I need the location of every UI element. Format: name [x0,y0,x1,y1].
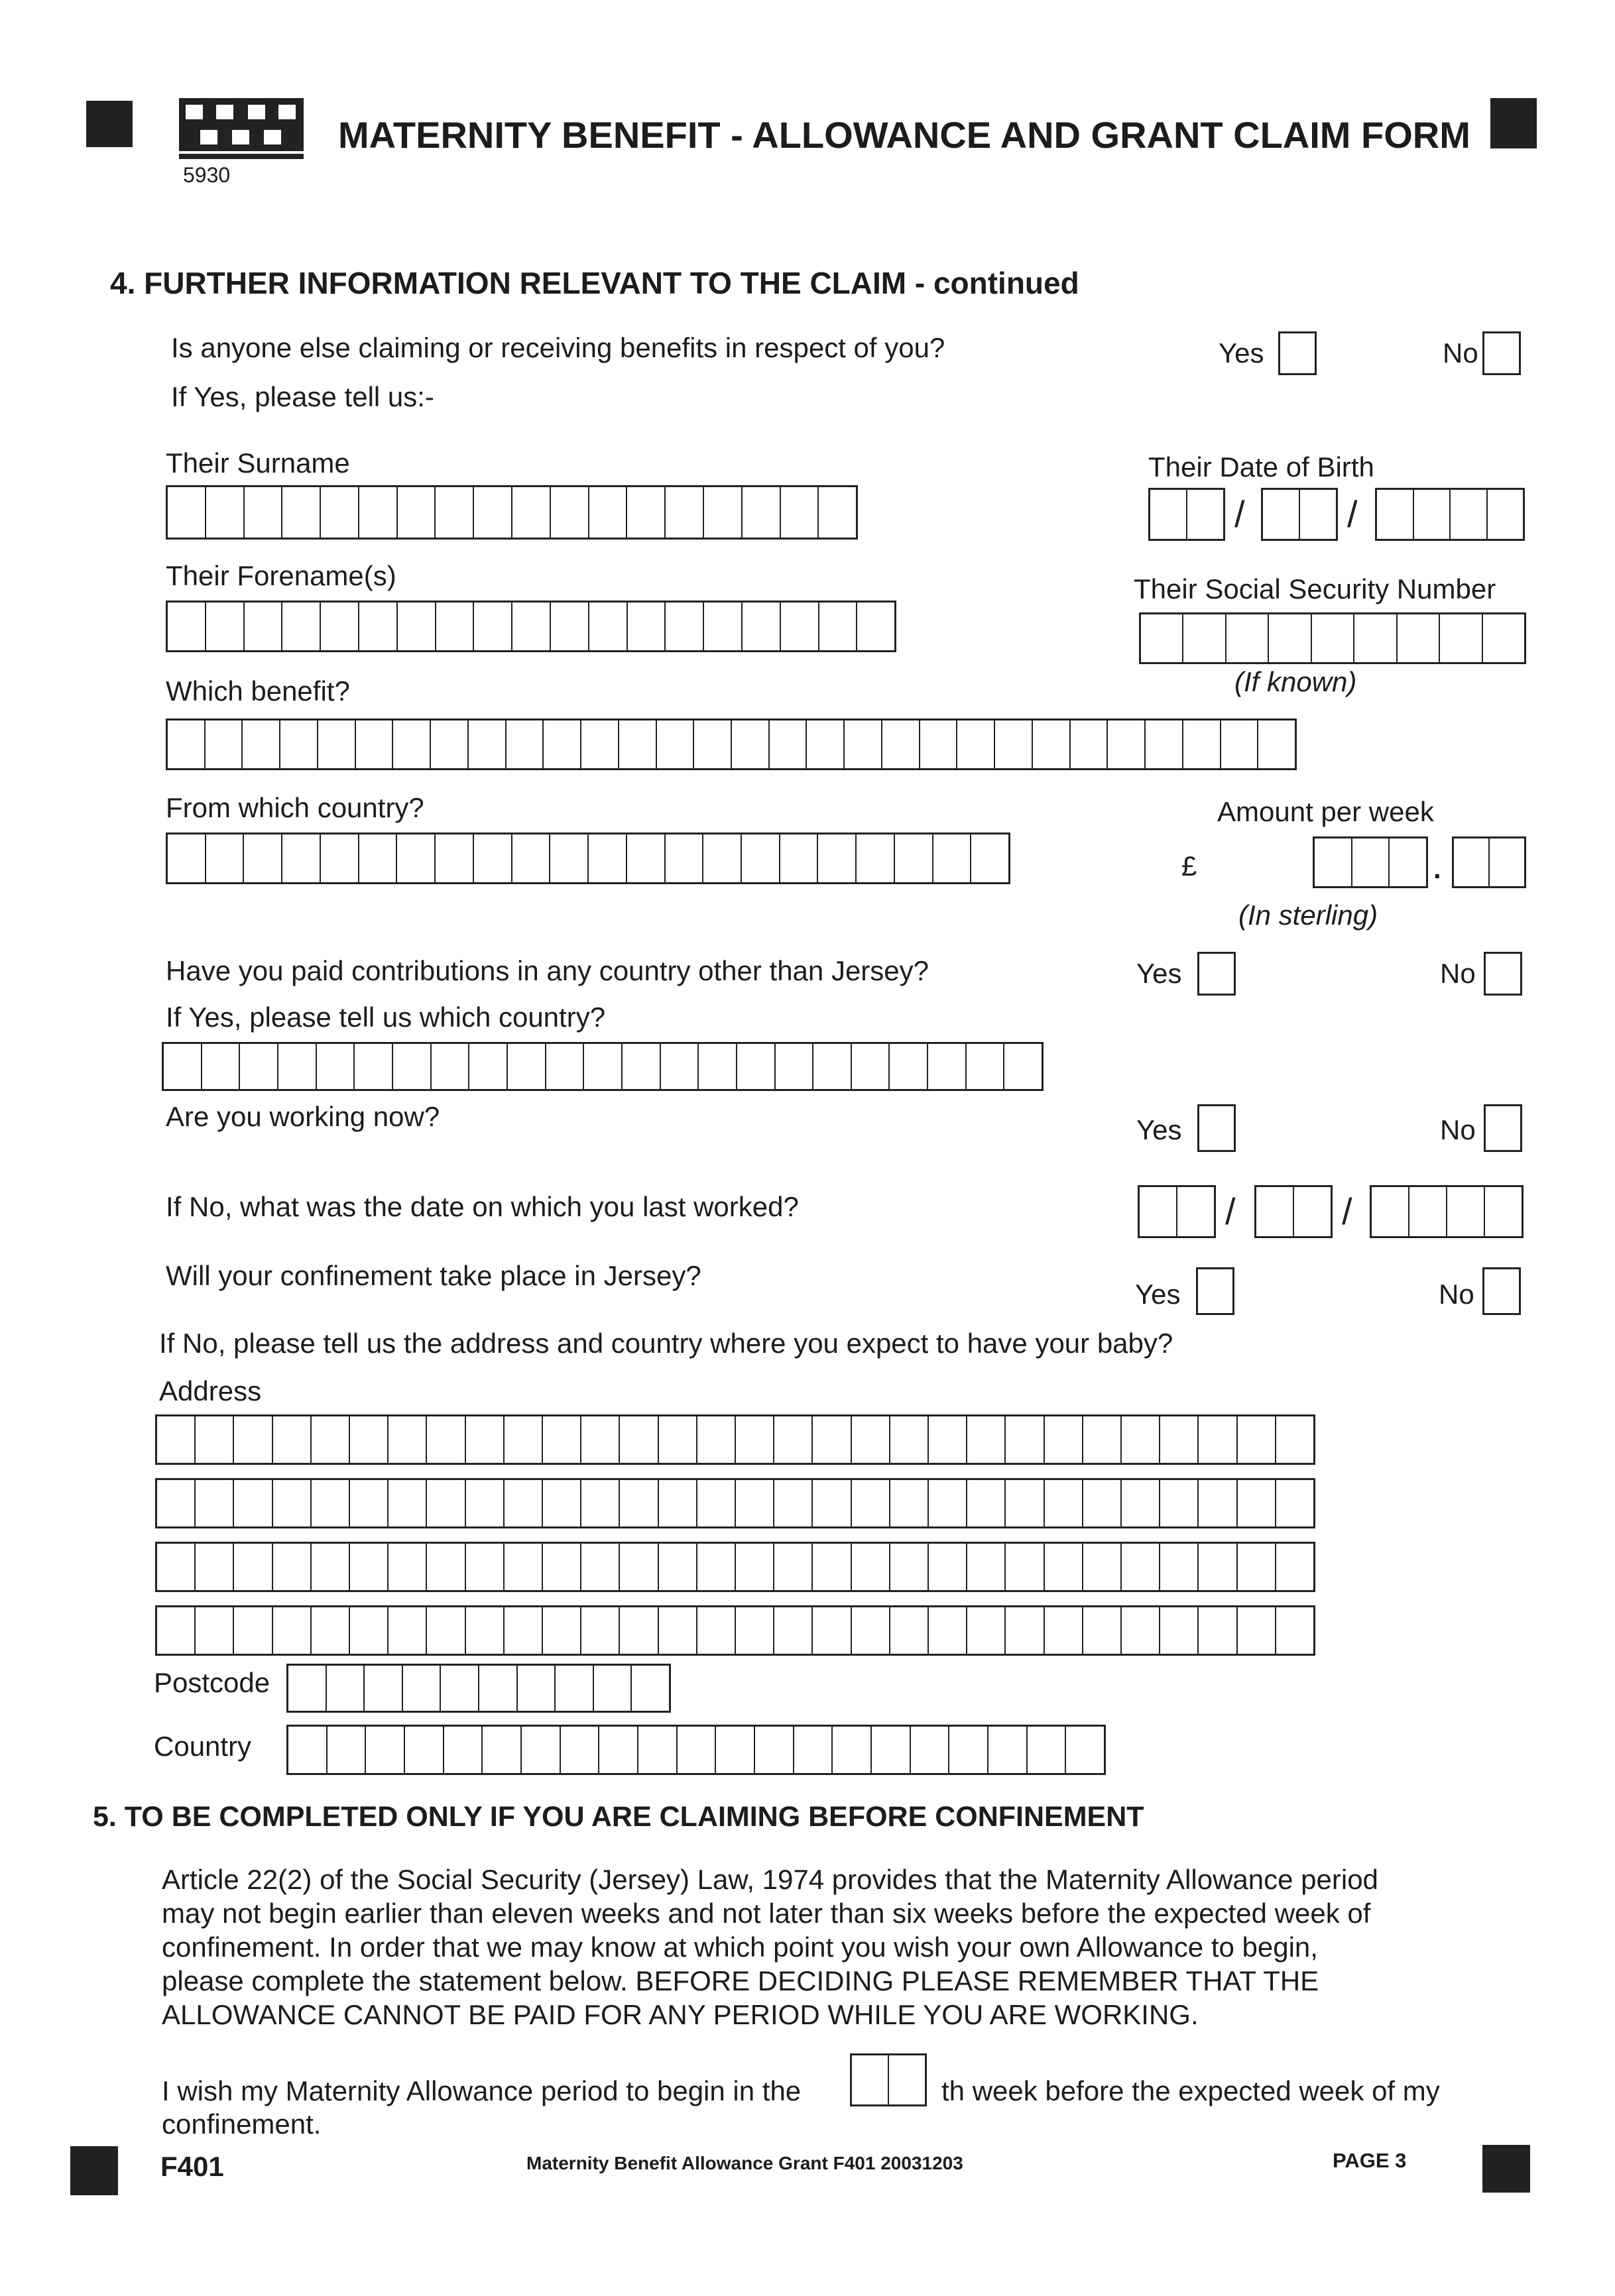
pound-sign: £ [1181,850,1197,882]
which-benefit-input[interactable] [166,718,1297,770]
registration-mark-top-left [86,101,133,147]
which-benefit-label: Which benefit? [166,675,350,707]
form-number: 5930 [183,163,231,187]
postcode-label: Postcode [154,1667,270,1698]
contributions-country-input[interactable] [162,1042,1044,1091]
amount-pounds-input[interactable] [1313,836,1428,888]
section-4-heading: 4. FURTHER INFORMATION RELEVANT TO THE CLAIM - continued [110,266,1079,300]
form-title: MATERNITY BENEFIT - ALLOWANCE AND GRANT CLAIM FORM [338,114,1470,156]
their-forenames-label: Their Forename(s) [166,560,396,591]
yes-label: Yes [1219,337,1264,369]
paragraph-line: confinement. In order that we may know at which point you wish your own Allowance to begin, [162,1931,1318,1963]
confinement-jersey-yes-checkbox[interactable] [1196,1267,1234,1315]
no-label: No [1443,337,1478,369]
confinement-jersey-no-checkbox[interactable] [1482,1267,1521,1315]
date-separator: / [1342,1190,1352,1232]
registration-mark-top-right [1490,98,1537,148]
working-now-yes-checkbox[interactable] [1197,1104,1236,1152]
registration-mark-bottom-right [1482,2145,1530,2193]
section-5-heading: 5. TO BE COMPLETED ONLY IF YOU ARE CLAIMING BEFORE CONFINEMENT [93,1801,1144,1833]
footer-form-code: F401 [160,2151,224,2182]
from-which-country-input[interactable] [166,832,1010,884]
if-no-address-label: If No, please tell us the address and country where you expect to have your baby? [159,1328,1173,1359]
question-working-now: Are you working now? [166,1101,440,1132]
in-sterling-note: (In sterling) [1238,899,1378,931]
if-yes-which-country-label: If Yes, please tell us which country? [166,1002,606,1033]
paid-contributions-no-checkbox[interactable] [1484,952,1522,996]
no-label: No [1440,1114,1476,1145]
no-label: No [1440,958,1476,989]
footer-page-number: PAGE 3 [1333,2149,1407,2172]
date-separator: / [1347,493,1358,535]
date-separator: / [1225,1190,1236,1232]
if-yes-tell-us-label: If Yes, please tell us:- [171,381,434,412]
wish-statement-part2: th week before the expected week of my [941,2075,1440,2106]
section-5-paragraph [162,1863,1378,2032]
anyone-else-yes-checkbox[interactable] [1278,331,1317,375]
paragraph-line: ALLOWANCE CANNOT BE PAID FOR ANY PERIOD WHILE YOU ARE WORKING. [162,1999,1199,2030]
their-dob-day-input[interactable] [1148,488,1225,541]
amount-pence-input[interactable] [1452,836,1526,888]
date-separator: / [1234,493,1245,535]
question-confinement-jersey: Will your confinement take place in Jersey? [166,1260,701,1291]
their-dob-label: Their Date of Birth [1148,451,1374,483]
footer-document-reference: Maternity Benefit Allowance Grant F401 20031203 [526,2153,963,2173]
last-worked-month-input[interactable] [1254,1185,1333,1238]
paragraph-line: Article 22(2) of the Social Security (Jersey) Law, 1974 provides that the Maternity Allowance period [162,1864,1378,1895]
amount-per-week-label: Amount per week [1217,796,1434,827]
their-dob-month-input[interactable] [1261,488,1338,541]
question-paid-contributions: Have you paid contributions in any country other than Jersey? [166,955,929,986]
decimal-point: . [1433,853,1441,884]
question-anyone-else-claiming: Is anyone else claiming or receiving benefits in respect of you? [171,332,945,363]
address-line-2-input[interactable] [155,1478,1315,1528]
yes-label: Yes [1136,958,1182,989]
their-surname-label: Their Surname [166,447,350,479]
yes-label: Yes [1136,1114,1182,1145]
country-input[interactable] [286,1725,1106,1775]
registration-mark-bottom-left [70,2146,118,2195]
paid-contributions-yes-checkbox[interactable] [1197,952,1236,996]
week-number-input[interactable] [850,2053,927,2106]
their-forenames-input[interactable] [166,601,896,652]
address-label: Address [159,1375,262,1406]
paragraph-line: may not begin earlier than eleven weeks and not later than six weeks before the expected week of [162,1898,1371,1929]
address-line-3-input[interactable] [155,1542,1315,1592]
if-known-note: (If known) [1234,666,1357,697]
working-now-no-checkbox[interactable] [1484,1104,1522,1152]
department-logo [179,98,304,159]
yes-label: Yes [1135,1279,1181,1310]
their-surname-input[interactable] [166,485,858,540]
wish-statement-part1: I wish my Maternity Allowance period to begin in the [162,2075,802,2106]
postcode-input[interactable] [286,1664,671,1713]
anyone-else-no-checkbox[interactable] [1482,331,1521,375]
address-line-4-input[interactable] [155,1605,1315,1656]
paragraph-line: please complete the statement below. BEFORE DECIDING PLEASE REMEMBER THAT THE [162,1965,1319,1996]
their-ssn-label: Their Social Security Number [1134,573,1496,604]
question-last-worked: If No, what was the date on which you last worked? [166,1191,799,1222]
from-which-country-label: From which country? [166,792,424,823]
last-worked-day-input[interactable] [1138,1185,1216,1238]
last-worked-year-input[interactable] [1370,1185,1524,1238]
their-ssn-input[interactable] [1139,612,1526,664]
country-label: Country [154,1731,252,1762]
no-label: No [1439,1279,1474,1310]
wish-statement-part3: confinement. [162,2108,322,2140]
address-line-1-input[interactable] [155,1414,1315,1465]
their-dob-year-input[interactable] [1375,488,1525,541]
